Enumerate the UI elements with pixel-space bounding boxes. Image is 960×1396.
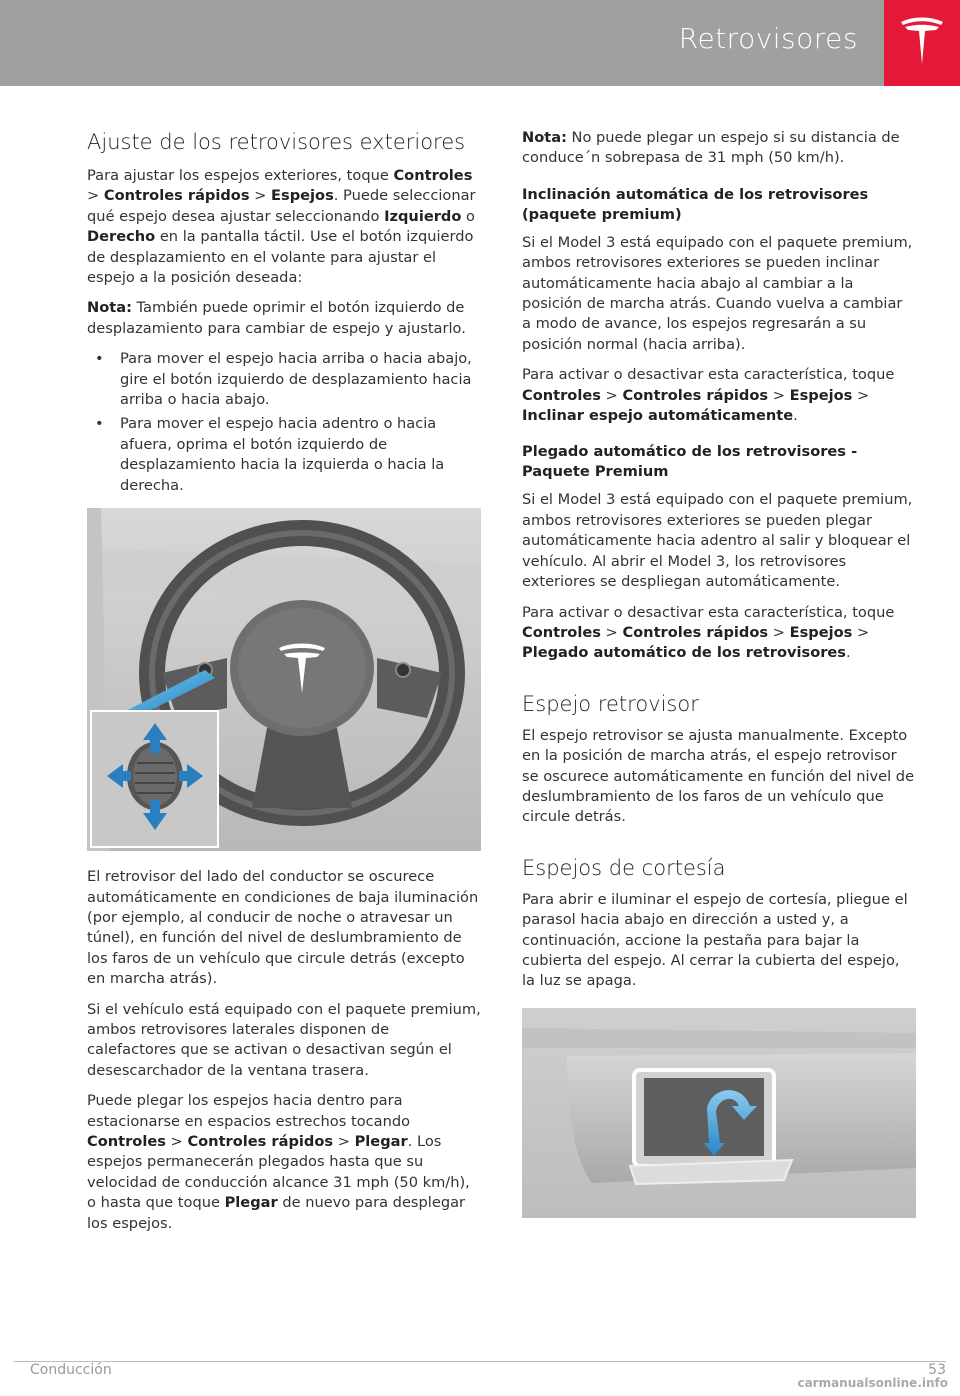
section-heading-rearview: Espejo retrovisor bbox=[522, 691, 699, 716]
paragraph-fold: Puede plegar los espejos hacia dentro para estacionarse en espacios estrechos tocando Controles > Controles rápidos > Plegar. Los espejos permanecerán plegados hasta que su velocidad de conducción alcance 31 mph (50 km/h), o hasta que toque Plegar de nuevo para desplegar los espejos. bbox=[87, 1092, 470, 1232]
paragraph-auto-fold-path: Para activar o desactivar esta característica, toque Controles > Controles rápidos > Espejos > Plegado automático de los retrovisores. bbox=[522, 603, 895, 662]
paragraph-auto-fold: Si el Model 3 está equipado con el paquete premium, ambos retrovisores exteriores se pueden plegar automáticamente hacia adentro al salir y bloquear el vehículo. Al abrir el Model 3, los retrovisores exteriores se despliegan automáticamente. bbox=[522, 491, 913, 591]
paragraph-auto-tilt-path: Para activar o desactivar esta característica, toque Controles > Controles rápidos > Espejos > Inclinar espejo automáticamente. bbox=[522, 366, 895, 425]
header-bar bbox=[0, 0, 884, 86]
ui-path-plegar: Plegar bbox=[224, 1194, 278, 1212]
brand-logo-box bbox=[884, 0, 960, 86]
right-column bbox=[522, 128, 916, 1218]
ui-path-controles-rapidos: Controles rápidos bbox=[187, 1132, 334, 1150]
page-title: Retrovisores bbox=[678, 22, 858, 55]
ui-path-plegar: Plegar bbox=[354, 1132, 408, 1150]
ui-path-controles-rapidos: Controles rápidos bbox=[103, 187, 250, 205]
footer-section: Conducción bbox=[30, 1362, 112, 1378]
steering-wheel-illustration bbox=[87, 508, 481, 851]
left-column bbox=[87, 128, 481, 1244]
vanity-mirror-illustration bbox=[522, 1008, 916, 1218]
note-scroll-button: Nota: También puede oprimir el botón izquierdo de desplazamiento para cambiar de espejo y ajustarlo. bbox=[87, 299, 466, 337]
paragraph-rearview: El espejo retrovisor se ajusta manualmente. Excepto en la posición de marcha atrás, el espejo retrovisor se oscurece automáticamente en función del nivel de deslumbramiento de los faros de un vehículo que circule detrás. bbox=[522, 726, 915, 826]
option-derecho: Derecho bbox=[87, 228, 156, 246]
paragraph-auto-dim: El retrovisor del lado del conductor se oscurece automáticamente en condiciones de baja iluminación (por ejemplo, al conducir de noche o atravesar un túnel), en función del nivel de deslumbramiento de los faros de un vehículo que circule detrás (excepto en marcha atrás). bbox=[87, 868, 479, 988]
section-heading-vanity: Espejos de cortesía bbox=[522, 855, 726, 880]
paragraph-auto-tilt: Si el Model 3 está equipado con el paquete premium, ambos retrovisores exteriores se pueden inclinar automáticamente hacia abajo al cambiar a la posición de marcha atrás. Cuando vuelva a cambiar a modo de avance, los espejos regresarán a su posición normal (hacia arriba). bbox=[522, 233, 913, 353]
section-heading-exterior: Ajuste de los retrovisores exteriores bbox=[87, 130, 466, 154]
list-item: • Para mover el espejo hacia arriba o hacia abajo, gire el botón izquierdo de desplazamiento hacia arriba o hacia abajo. bbox=[87, 349, 481, 410]
paragraph-adjust-intro: Para ajustar los espejos exteriores, toque Controles > Controles rápidos > Espejos. Puede seleccionar qué espejo desea ajustar seleccionando Izquierdo o Derecho en la pantalla táctil. Use el botón izquierdo de desplazamiento en el volante para ajustar el espejo a la posición deseada: bbox=[87, 167, 476, 287]
subheading-auto-tilt: Inclinación automática de los retrovisores (paquete premium) bbox=[522, 185, 869, 223]
ui-path-espejos: Espejos bbox=[271, 187, 334, 205]
bullet-list bbox=[87, 349, 481, 496]
ui-path-controles: Controles bbox=[87, 1132, 166, 1150]
tesla-logo-icon bbox=[899, 16, 945, 70]
note-fold-speed: Nota: No puede plegar un espejo si su distancia de conduce´n sobrepasa de 31 mph (50 km/h). bbox=[522, 129, 900, 167]
ui-path-controles: Controles bbox=[393, 167, 473, 184]
footer-divider bbox=[14, 1361, 946, 1362]
watermark: carmanualsonline.info bbox=[797, 1376, 948, 1390]
paragraph-heaters: Si el vehículo está equipado con el paquete premium, ambos retrovisores laterales disponen de calefactores que se activan o desactivan según el desescarchador de la ventana trasera. bbox=[87, 1000, 481, 1079]
list-item: • Para mover el espejo hacia adentro o hacia afuera, oprima el botón izquierdo de desplazamiento hacia la izquierda o hacia la derecha. bbox=[87, 414, 481, 496]
subheading-auto-fold: Plegado automático de los retrovisores - Paquete Premium bbox=[522, 443, 858, 481]
option-izquierdo: Izquierdo bbox=[384, 207, 462, 225]
page-number: 53 bbox=[928, 1362, 946, 1378]
paragraph-vanity: Para abrir e iluminar el espejo de cortesía, pliegue el parasol hacia abajo en dirección a usted y, a continuación, accione la pestaña para bajar la cubierta del espejo. Al cerrar la cubierta del espejo, la luz se apaga. bbox=[522, 890, 908, 990]
